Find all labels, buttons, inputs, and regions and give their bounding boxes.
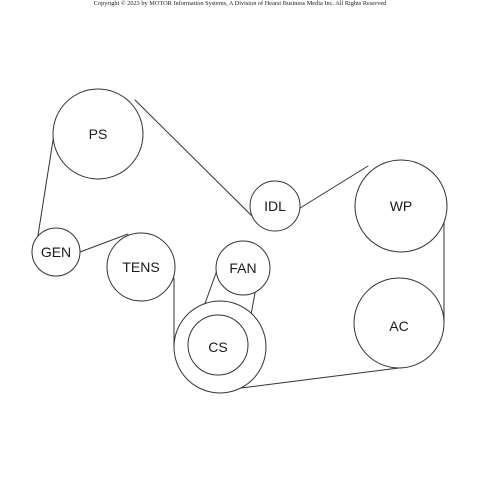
pulley-fan	[216, 241, 270, 295]
pulley-tens	[107, 233, 175, 301]
pulley-ac	[354, 278, 444, 368]
pulley-gen-label: GEN	[40, 244, 72, 260]
belt-segment-ps-idl	[135, 100, 254, 218]
pulley-gen	[32, 228, 80, 276]
pulley-tens-label: TENS	[122, 259, 160, 275]
pulley-wp	[355, 160, 447, 252]
pulley-cs-label: CS	[208, 339, 228, 355]
pulley-cs	[174, 301, 266, 393]
pulley-idl-label: IDL	[264, 198, 286, 214]
pulley-ps	[53, 89, 143, 179]
pulley-ac-label: AC	[389, 318, 409, 334]
pulley-ps-label: PS	[88, 126, 108, 142]
copyright-notice: Copyright © 2023 by MOTOR Information Systems, A Division of Hearst Business Media Inc. All Rights Reserved	[93, 0, 387, 7]
pulley-wp-label: WP	[389, 198, 413, 214]
pulley-idl	[250, 181, 300, 231]
pulley-fan-label: FAN	[229, 260, 257, 276]
